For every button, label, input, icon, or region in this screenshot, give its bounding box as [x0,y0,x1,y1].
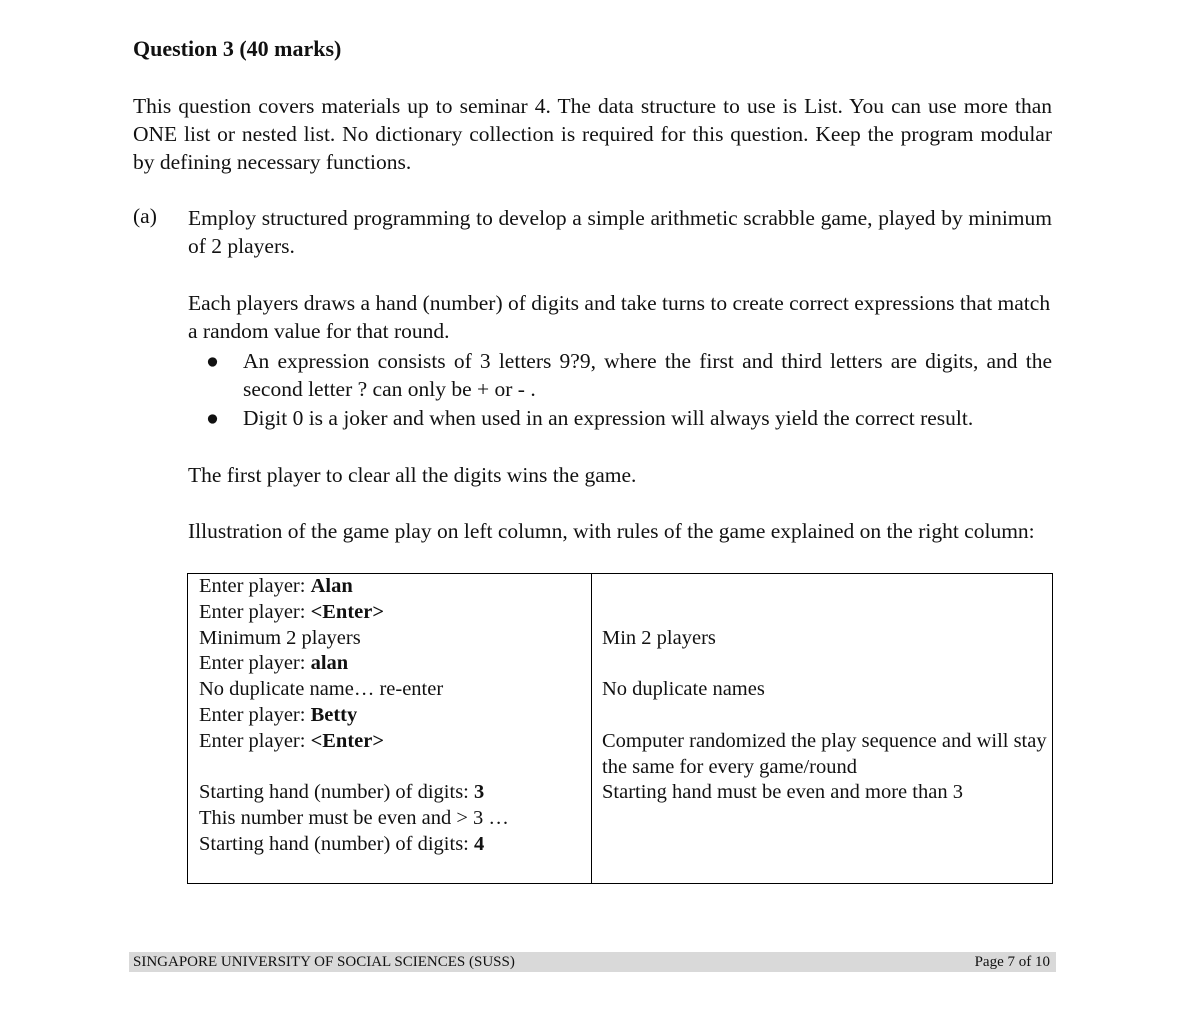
table-line: Starting hand (number) of digits: 4 [199,832,485,855]
footer-institution: SINGAPORE UNIVERSITY OF SOCIAL SCIENCES (SUSS) [133,954,515,970]
bullet-text: An expression consists of 3 letters 9?9, where the first and third letters are digits, and the second letter ? can only be + or - . [243,349,1052,401]
table-row [188,574,1053,884]
table-line: No duplicate name… re-enter [199,678,444,701]
rule-note: No duplicate names [602,678,765,701]
table-line: Enter player: <Enter> [199,729,385,752]
table-line: Enter player: alan [199,652,349,675]
part-a-paragraph-win: The first player to clear all the digits wins the game. [188,463,637,487]
part-a-paragraph-illustration: Illustration of the game play on left column, with rules of the game explained on the right column: [188,519,1035,543]
list-item [188,347,1052,403]
part-a-text: Employ structured programming to develop a simple arithmetic scrabble game, played by minimum of 2 players. [188,206,1052,258]
table-line: Enter player: Betty [199,703,358,726]
spacer [592,651,1052,677]
rule-note: Min 2 players [602,626,716,649]
rule-note: Computer randomized the play sequence and will stay the same for every game/round [602,729,1047,778]
gameplay-column [188,574,592,884]
question-intro: This question covers materials up to seminar 4. The data structure to use is List. You can use more than ONE list or nested list. No dictionary collection is required for this question. Keep the program modular by defining necessary functions. [133,94,1052,174]
table-line: This number must be even and > 3 … [199,807,509,830]
part-a-label: (a) [133,204,157,228]
question-heading: Question 3 (40 marks) [133,36,342,61]
spacer [592,600,1052,626]
footer-page-number: Page 7 of 10 [974,954,1050,970]
spacer [592,574,1052,600]
bullet-icon: ● [206,349,219,373]
rules-column [592,574,1053,884]
spacer [188,755,591,781]
page-footer [129,952,1056,972]
table-line: Enter player: <Enter> [199,600,385,623]
table-line: Enter player: Alan [199,575,353,597]
rule-note: Starting hand must be even and more than 3 [602,781,963,804]
bullet-text: Digit 0 is a joker and when used in an expression will always yield the correct result. [243,406,974,430]
table-line: Starting hand (number) of digits: 3 [199,781,485,804]
list-item [188,404,1052,432]
bullet-icon: ● [206,406,219,430]
part-a-paragraph-rules: Each players draws a hand (number) of digits and take turns to create correct expressions that match a random value for that round. [188,291,1051,343]
table-line: Minimum 2 players [199,626,361,649]
gameplay-table [187,573,1053,884]
rules-bullet-list [188,347,1052,433]
spacer [592,703,1052,729]
